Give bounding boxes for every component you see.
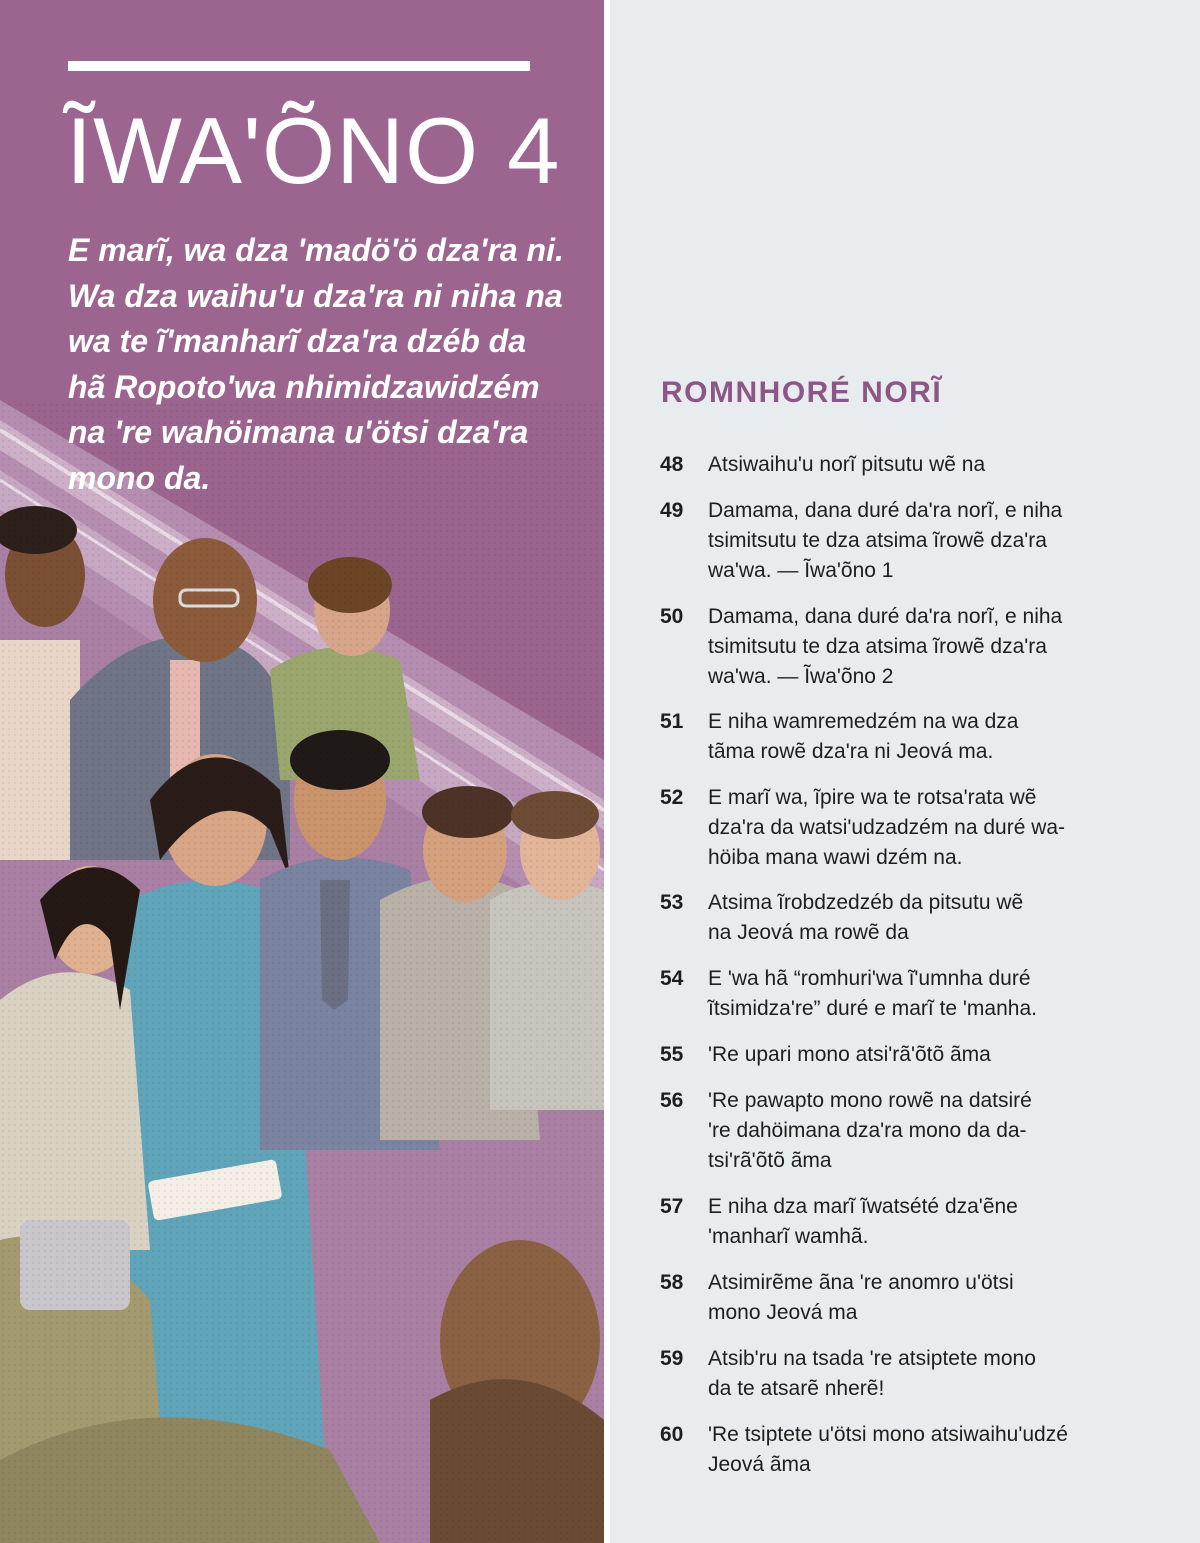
- column-divider: [604, 0, 610, 1543]
- intro-line: wa te ĩ'manharĩ dza'ra dzéb da: [68, 323, 527, 359]
- song-title: E niha dza marĩ ĩwatsété dza'ẽne 'manharĩ wamhã.: [708, 1195, 1018, 1248]
- list-item: [660, 1420, 1140, 1480]
- chapter-title-word: ĨWA'ÕNO: [66, 98, 480, 203]
- song-title: E 'wa hã “romhuri'wa ĩ'umnha duré ĩtsimidza're” duré e marĩ te 'manha.: [708, 967, 1037, 1020]
- list-item: [660, 1268, 1140, 1328]
- intro-line: na 're wahöimana u'ötsi dza'ra: [68, 414, 529, 450]
- intro-line: E marĩ, wa dza 'madö'ö dza'ra ni.: [68, 232, 564, 268]
- song-title: Atsimirẽme ãna 're anomro u'ötsi mono Jeová ma: [708, 1271, 1014, 1324]
- song-number: 59: [660, 1347, 684, 1370]
- song-title: E marĩ wa, ĩpire wa te rotsa'rata wẽ dza'ra da watsi'udzadzém na duré wa- höiba mana wawi dzém na.: [708, 786, 1066, 869]
- intro-line: Wa dza waihu'u dza'ra ni niha na: [68, 277, 563, 314]
- list-item: [660, 1040, 1140, 1070]
- song-number: 50: [660, 605, 684, 628]
- song-title: Atsima ĩrobdzedzéb da pitsutu wẽ na Jeová ma rowẽ da: [708, 891, 1024, 944]
- song-title: Damama, dana duré da'ra norĩ, e niha tsimitsutu te dza atsima ĩrowẽ dza'ra wa'wa. — Ĩwa'õno 2: [708, 605, 1063, 688]
- song-title: Atsiwaihu'u norĩ pitsutu wẽ na: [708, 453, 986, 476]
- intro-line: mono da.: [68, 459, 211, 496]
- song-title: 'Re tsiptete u'ötsi mono atsiwaihu'udzé Jeová ãma: [708, 1423, 1068, 1476]
- song-title: 'Re pawapto mono rowẽ na datsiré 're dahöimana dza'ra mono da da- tsi'rã'õtõ ãma: [708, 1089, 1032, 1172]
- songs-heading: ROMNHORÉ NORĨ: [661, 376, 943, 409]
- list-item: [660, 450, 1140, 480]
- song-number: 51: [660, 710, 684, 733]
- song-number: 52: [660, 786, 684, 809]
- song-number: 54: [660, 967, 684, 990]
- song-title: 'Re upari mono atsi'rã'õtõ ãma: [708, 1043, 991, 1066]
- song-number: 53: [660, 891, 684, 914]
- song-title: E niha wamremedzém na wa dza tãma rowẽ dza'ra ni Jeová ma.: [708, 710, 1019, 763]
- song-number: 55: [660, 1043, 684, 1066]
- chapter-intro: [68, 228, 588, 501]
- song-title: Atsib'ru na tsada 're atsiptete mono da te atsarẽ nherẽ!: [708, 1347, 1036, 1400]
- list-item: [660, 964, 1140, 1024]
- intro-line: hã Ropoto'wa nhimidzawidzém: [68, 368, 540, 405]
- chapter-number: 4: [507, 98, 561, 203]
- list-item: [660, 602, 1140, 692]
- song-number: 56: [660, 1089, 684, 1112]
- list-item: [660, 707, 1140, 767]
- list-item: [660, 1344, 1140, 1404]
- song-number: 48: [660, 453, 684, 476]
- song-title: Damama, dana duré da'ra norĩ, e niha tsimitsutu te dza atsima ĩrowẽ dza'ra wa'wa. — Ĩwa'õno 1: [708, 499, 1063, 582]
- song-number: 57: [660, 1195, 684, 1218]
- list-item: [660, 1192, 1140, 1252]
- song-number: 58: [660, 1271, 684, 1294]
- list-item: [660, 783, 1140, 873]
- list-item: [660, 1086, 1140, 1176]
- song-number: 49: [660, 499, 684, 522]
- list-item: [660, 888, 1140, 948]
- song-number: 60: [660, 1423, 684, 1446]
- list-item: [660, 496, 1140, 586]
